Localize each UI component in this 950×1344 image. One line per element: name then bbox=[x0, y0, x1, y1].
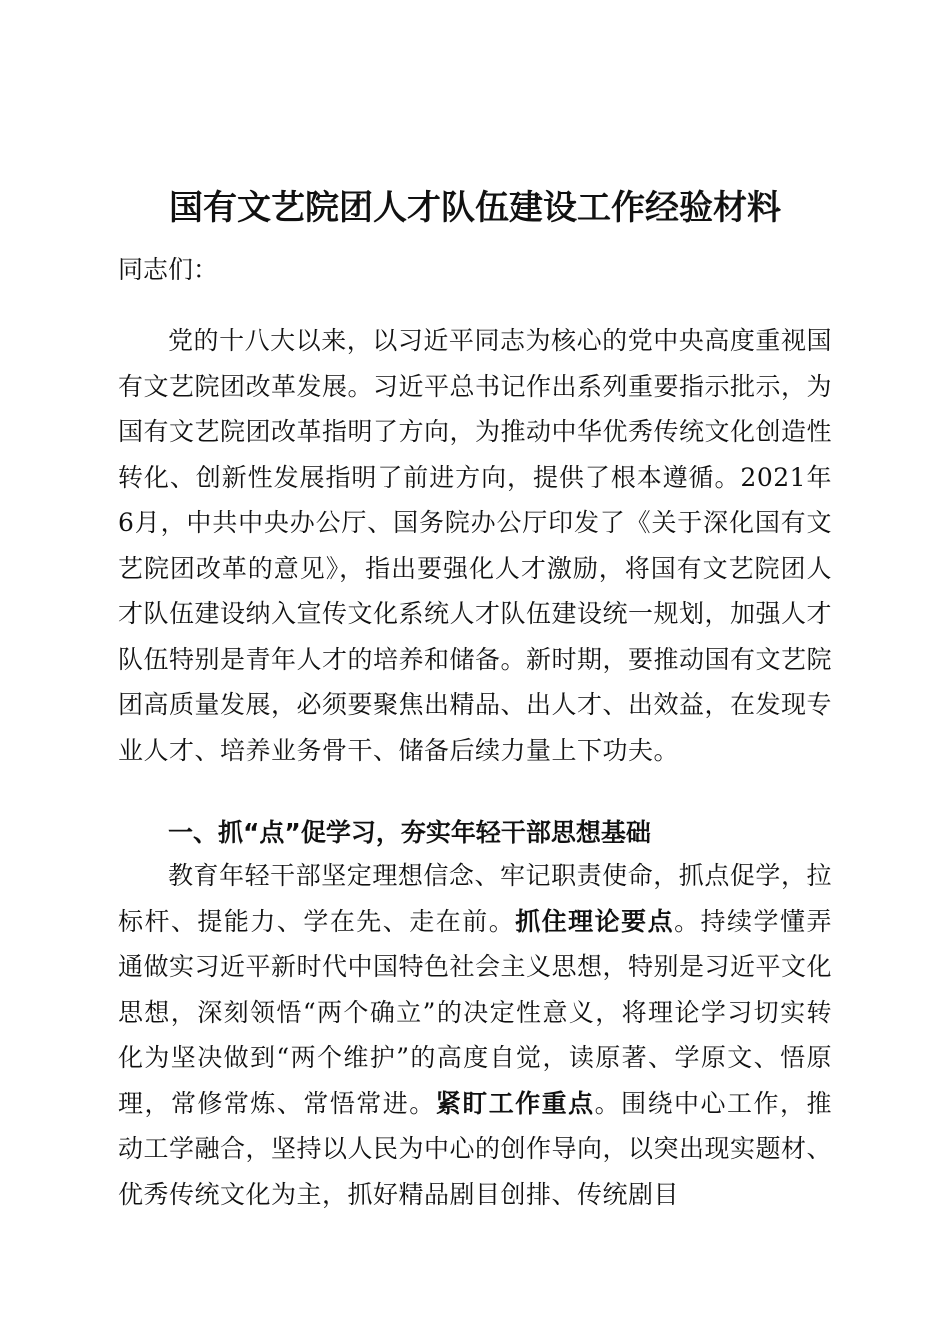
section-1-bold-b: 紧盯工作重点 bbox=[435, 1088, 595, 1118]
section-1-text-a: 教育年轻干部坚定理想信念、牢记职责使命，抓点促学，拉标杆、提能力、学在先、走在前。 bbox=[118, 861, 832, 936]
section-heading-1: 一、抓“点”促学习，夯实年轻干部思想基础 bbox=[168, 818, 651, 847]
section-1-text-c: 。围绕中心工作，推动工学融合，坚持以人民为中心的创作导向，以突出现实题材、优秀传统文化为主，抓好精品剧目创排、传统剧目 bbox=[118, 1088, 833, 1209]
section-1-bold-a: 抓住理论要点 bbox=[515, 906, 675, 936]
section-1-text-b: 。持续学懂弄通做实习近平新时代中国特色社会主义思想，特别是习近平文化思想，深刻领悟“两个确立”的决定性意义，将理论学习切实转化为坚决做到“两个维护”的高度自觉，读原著、学原文、悟原理，常修常炼、常悟常进。 bbox=[118, 906, 833, 1118]
document-title: 国有文艺院团人才队伍建设工作经验材料 bbox=[169, 188, 781, 228]
salutation: 同志们： bbox=[118, 255, 219, 284]
paragraph-section-1 bbox=[118, 853, 832, 1217]
paragraph-intro: 党的十八大以来，以习近平同志为核心的党中央高度重视国有文艺院团改革发展。习近平总书记作出系列重要指示批示，为国有文艺院团改革指明了方向，为推动中华优秀传统文化创造性转化、创新性发展指明了前进方向，提供了根本遵循。2021年6月，中共中央办公厅、国务院办公厅印发了《关于深化国有文艺院团改革的意见》，指出要强化人才激励，将国有文艺院团人才队伍建设纳入宣传文化系统人才队伍建设统一规划，加强人才队伍特别是青年人才的培养和储备。新时期，要推动国有文艺院团高质量发展，必须要聚焦出精品、出人才、出效益，在发现专业人才、培养业务骨干、储备后续力量上下功夫。 bbox=[118, 326, 833, 765]
